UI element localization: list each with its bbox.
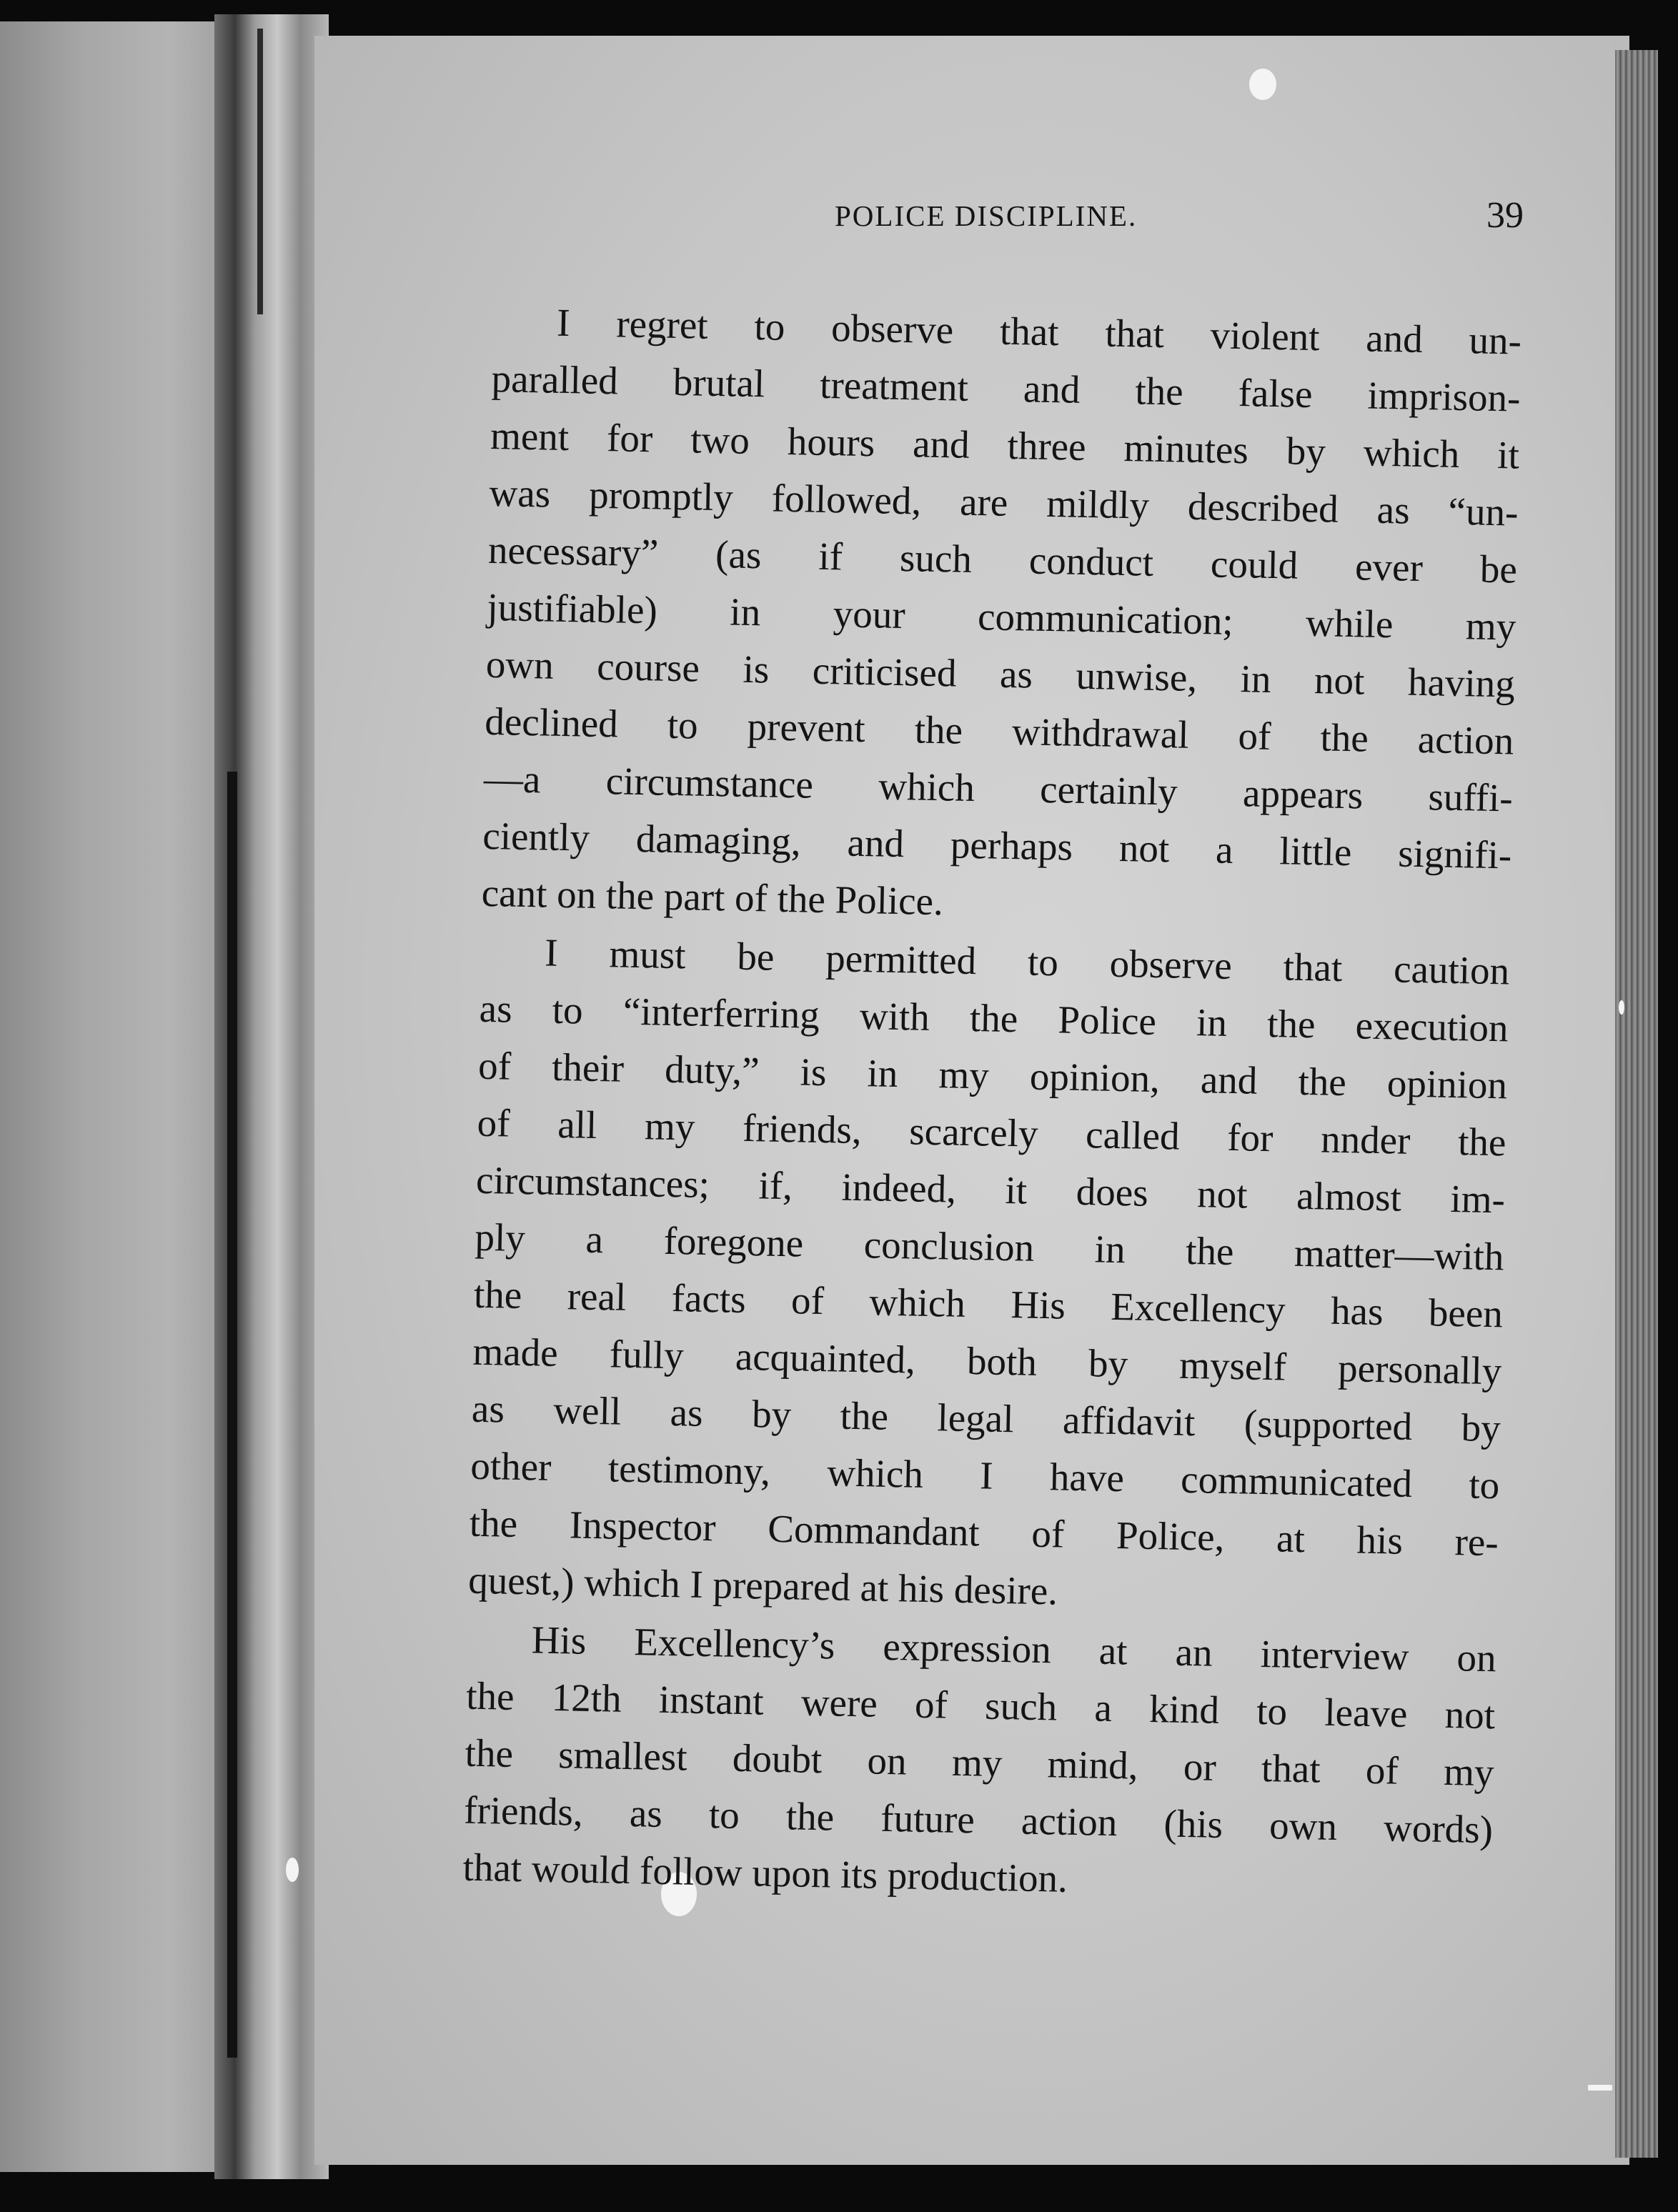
text-line: the Inspector Commandant of Police, at his re- [469, 1500, 1499, 1565]
text-line: I regret to observe that that violent and un- [556, 300, 1522, 363]
text-line: as well as by the legal affidavit (supported by [471, 1386, 1501, 1450]
text-line: declined to prevent the withdrawal of the action [484, 699, 1514, 763]
text-line: necessary” (as if such conduct could ever be [487, 527, 1518, 592]
binding-edge [257, 29, 263, 314]
body-text [462, 293, 1522, 1915]
text-line: circumstances; if, indeed, it does not almost im- [475, 1157, 1506, 1222]
paragraph [481, 293, 1522, 941]
text-line: the real facts of which His Excellency has been [473, 1272, 1504, 1336]
text-line: the smallest doubt on my mind, or that of my [465, 1730, 1495, 1795]
text-line: friends, as to the future action (his own words) [463, 1788, 1494, 1852]
dust-speck [1249, 69, 1276, 100]
text-line: own course is criticised as unwise, in not having [485, 642, 1516, 706]
text-line: was promptly followed, are mildly described as “un- [489, 470, 1519, 534]
text-line: of their duty,” is in my opinion, and the opinion [477, 1043, 1508, 1107]
page-number: 39 [1486, 195, 1524, 236]
text-line: paralled brutal treatment and the false imprison- [491, 356, 1521, 420]
left-facing-page [0, 21, 243, 2172]
text-line: of all my friends, scarcely called for nnder the [477, 1100, 1507, 1165]
page-header [0, 195, 1678, 241]
paragraph [462, 1610, 1496, 1916]
dust-speck [1588, 2085, 1612, 2091]
text-line: other testimony, which I have communicated to [470, 1443, 1500, 1508]
text-line: as to “interferring with the Police in the execution [479, 986, 1509, 1050]
text-line: ciently damaging, and perhaps not a little signifi- [482, 813, 1512, 877]
paragraph [468, 923, 1510, 1628]
text-line: His Excellency’s expression at an interview on [531, 1618, 1497, 1680]
text-line: ment for two hours and three minutes by which it [490, 413, 1520, 477]
dust-speck [1619, 1000, 1624, 1015]
running-head: POLICE DISCIPLINE. [835, 199, 1138, 232]
text-line: the 12th instant were of such a kind to leave not [465, 1673, 1496, 1738]
text-line: I must be permitted to observe that caution [544, 930, 1510, 993]
text-line: that would follow upon its production. [462, 1845, 1068, 1900]
text-line: quest,) which I prepared at his desire. [467, 1558, 1058, 1613]
text-line: ply a foregone conclusion in the matter—with [475, 1215, 1504, 1279]
text-line: justifiable) in your communication; while my [486, 584, 1516, 649]
text-line: made fully acquainted, both by myself personally [472, 1329, 1502, 1393]
text-line: —a circumstance which certainly appears suffi- [483, 756, 1514, 820]
page-edges [1615, 50, 1658, 2158]
text-line: cant on the part of the Police. [481, 870, 944, 924]
dust-speck [286, 1858, 299, 1882]
binding-shadow [227, 772, 237, 2058]
